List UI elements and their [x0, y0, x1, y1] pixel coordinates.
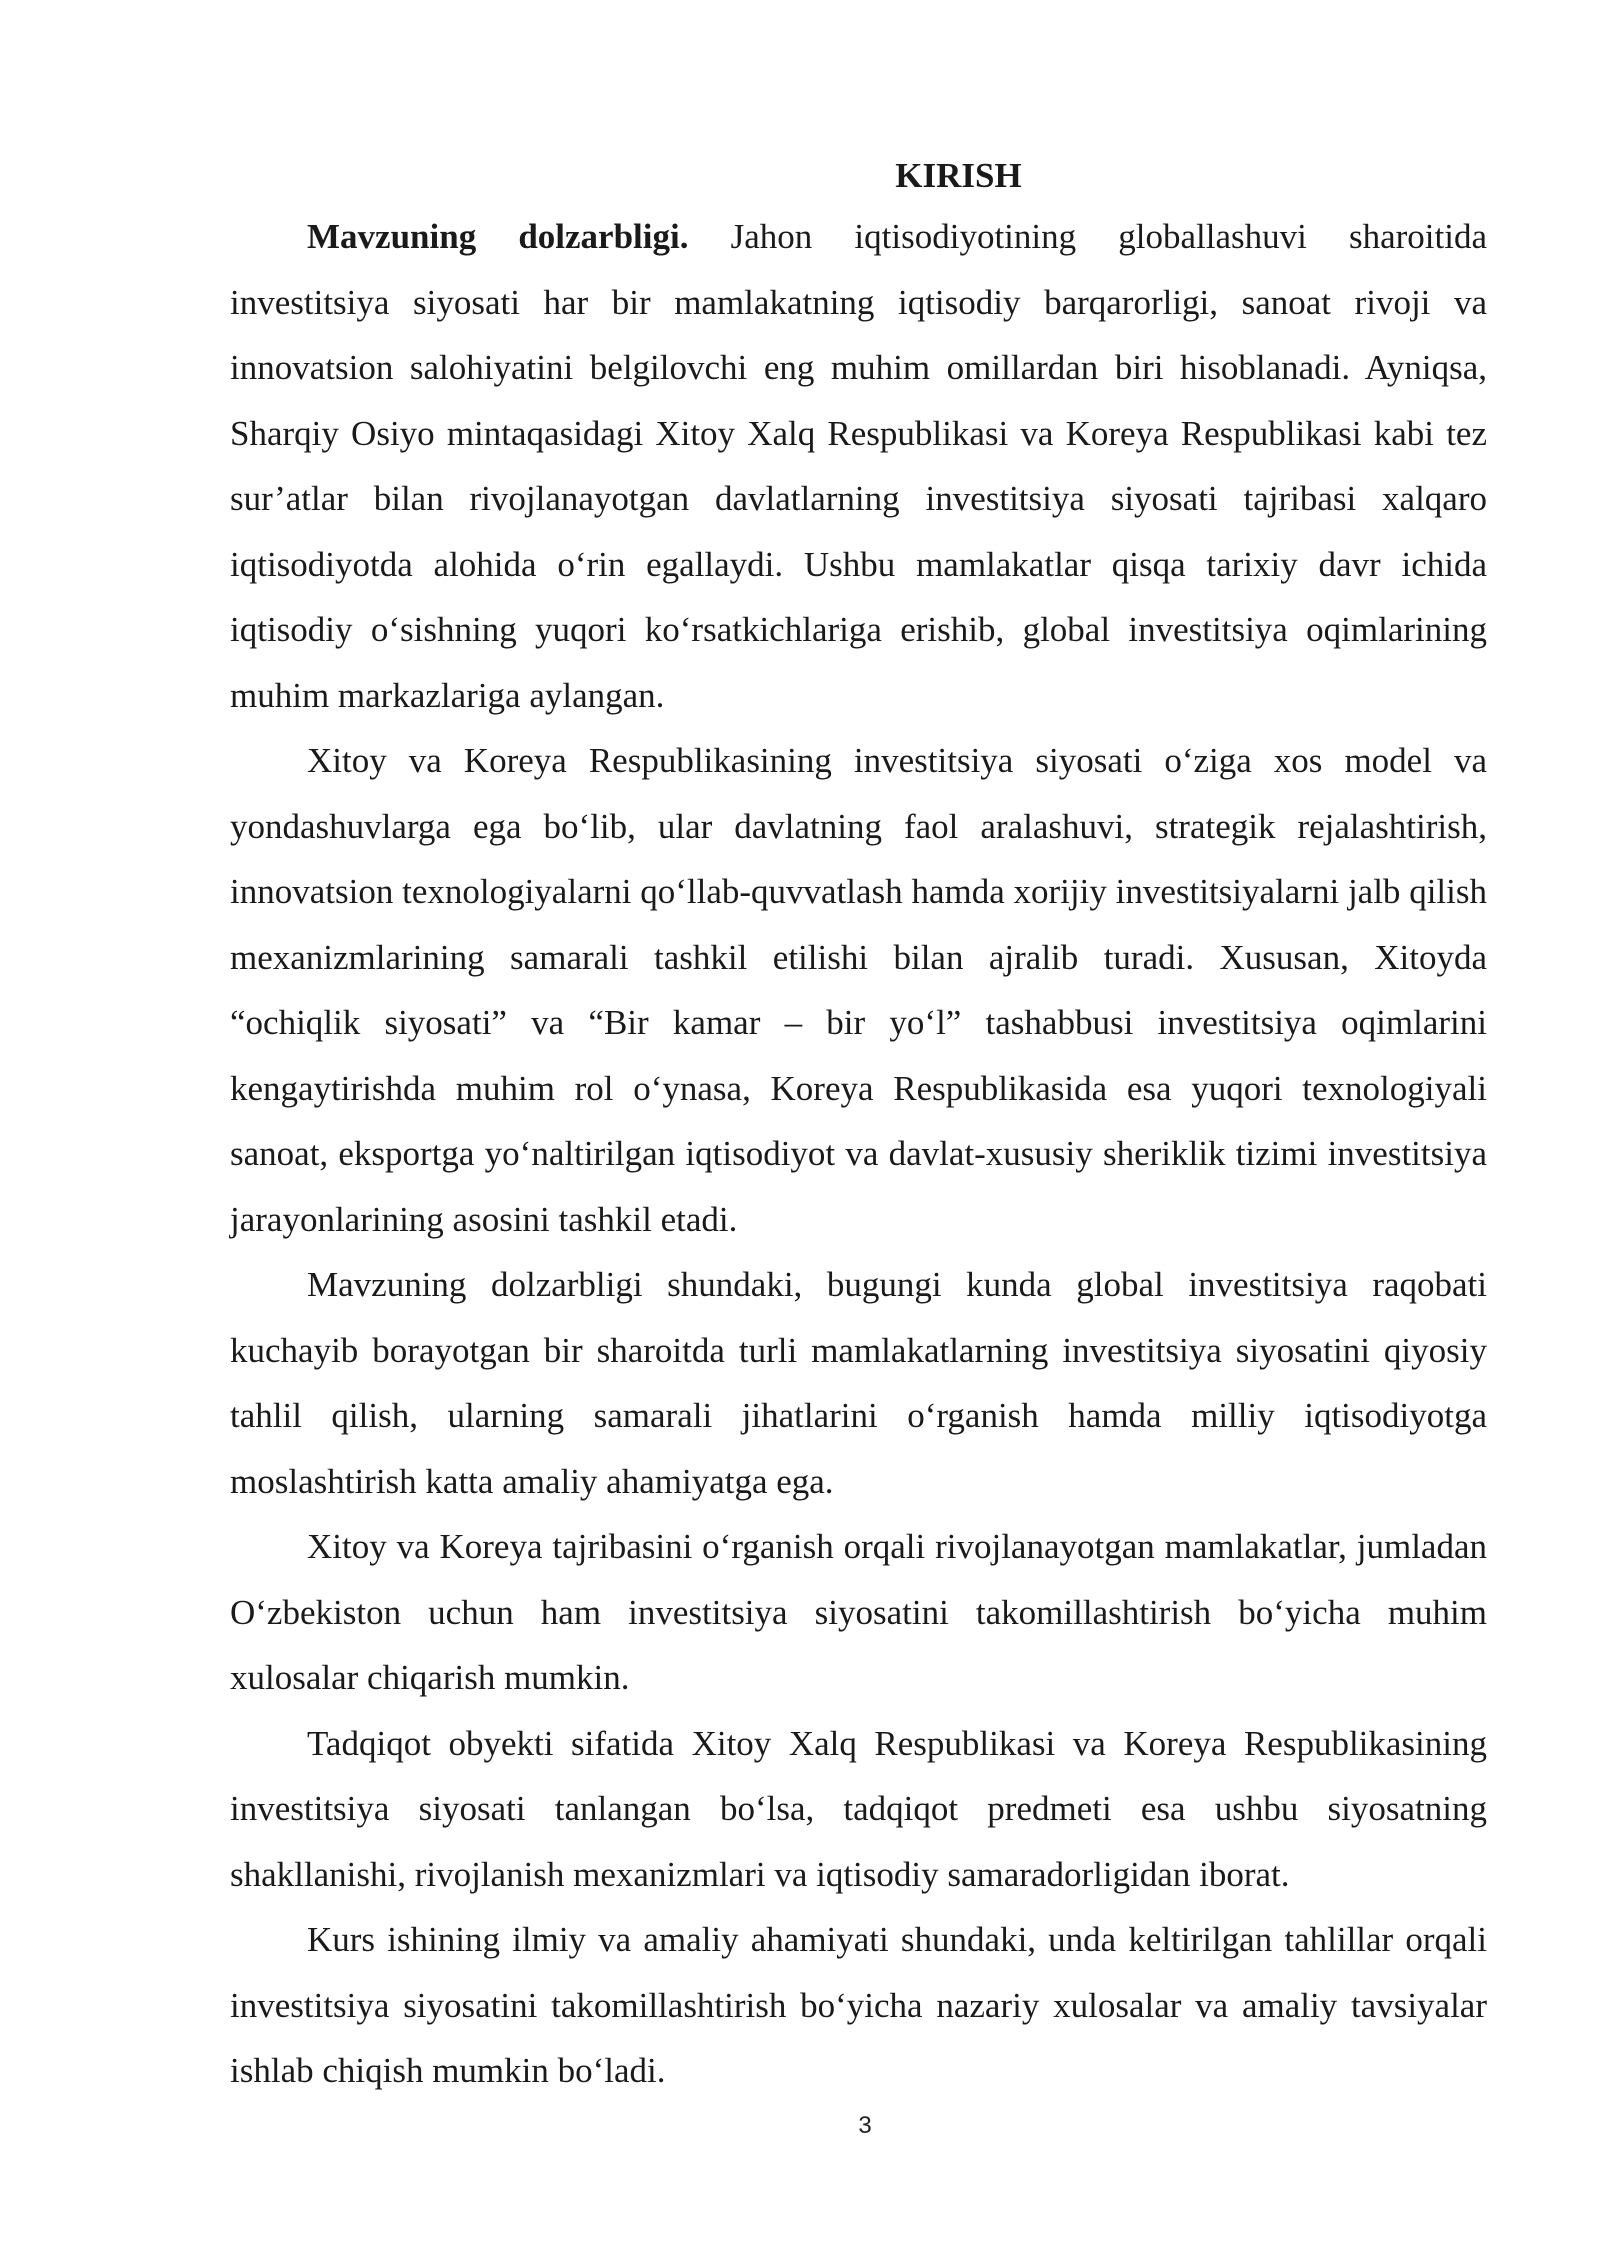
paragraph-uzbekistan-lessons: Xitoy va Koreya tajribasini o‘rganish orqali rivojlanayotgan mamlakatlar, jumladan O‘zbekiston uchun ham investitsiya siyosatini takomillashtirish bo‘yicha muhim xulosalar chiqarish mumkin.	[230, 1527, 1487, 1697]
paragraph-topic-relevance: Mavzuning dolzarbligi shundaki, bugungi kunda global investitsiya raqobati kuchayib borayotgan bir sharoitda turli mamlakatlarning investitsiya siyosatini qiyosiy tahlil qilish, ularning samarali jihatlarini o‘rganish hamda milliy iqtisodiyotga moslashtirish katta amaliy ahamiyatga ega.	[230, 1265, 1487, 1501]
paragraph-lead-bold: Mavzuning dolzarbligi.	[307, 217, 689, 256]
paragraph-relevance	[230, 204, 1487, 728]
paragraph-text: Jahon iqtisodiyotining globallashuvi sharoitida investitsiya siyosati har bir mamlakatning iqtisodiy barqarorligi, sanoat rivoji va innovatsion salohiyatini belgilovchi eng muhim omillardan biri hisoblanadi. Ayniqsa, Sharqiy Osiyo mintaqasidagi Xitoy Xalq Respublikasi va Koreya Respublikasi kabi tez sur’atlar bilan rivojlanayotgan davlatlarning investitsiya siyosati tajribasi xalqaro iqtisodiyotda alohida o‘rin egallaydi. Ushbu mamlakatlar qisqa tarixiy davr ichida iqtisodiy o‘sishning yuqori ko‘rsatkichlariga erishib, global investitsiya oqimlarining muhim markazlariga aylangan.	[230, 217, 1487, 715]
paragraph-scientific-significance: Kurs ishining ilmiy va amaliy ahamiyati shundaki, unda keltirilgan tahlillar orqali investitsiya siyosatini takomillashtirish bo‘yicha nazariy xulosalar va amaliy tavsiyalar ishlab chiqish mumkin bo‘ladi.	[230, 1920, 1487, 2090]
paragraph-research-object: Tadqiqot obyekti sifatida Xitoy Xalq Respublikasi va Koreya Respublikasining investitsiya siyosati tanlangan bo‘lsa, tadqiqot predmeti esa ushbu siyosatning shakllanishi, rivojlanish mexanizmlari va iqtisodiy samaradorligidan iborat.	[230, 1723, 1487, 1894]
section-heading: KIRISH	[895, 156, 1022, 195]
page-content	[230, 148, 1487, 2104]
page-number: 3	[858, 2112, 872, 2139]
paragraph-investment-models: Xitoy va Koreya Respublikasining investitsiya siyosati o‘ziga xos model va yondashuvlarga ega bo‘lib, ular davlatning faol aralashuvi, strategik rejalashtirish, innovatsion texnologiyalarni qo‘llab-quvvatlash hamda xorijiy investitsiyalarni jalb qilish mexanizmlarining samarali tashkil etilishi bilan ajralib turadi. Xususan, Xitoyda “ochiqlik siyosati” va “Bir kamar – bir yo‘l” tashabbusi investitsiya oqimlarini kengaytirishda muhim rol o‘ynasa, Koreya Respublikasida esa yuqori texnologiyali sanoat, eksportga yo‘naltirilgan iqtisodiyot va davlat-xususiy sheriklik tizimi investitsiya jarayonlarining asosini tashkil etadi.	[230, 741, 1487, 1239]
